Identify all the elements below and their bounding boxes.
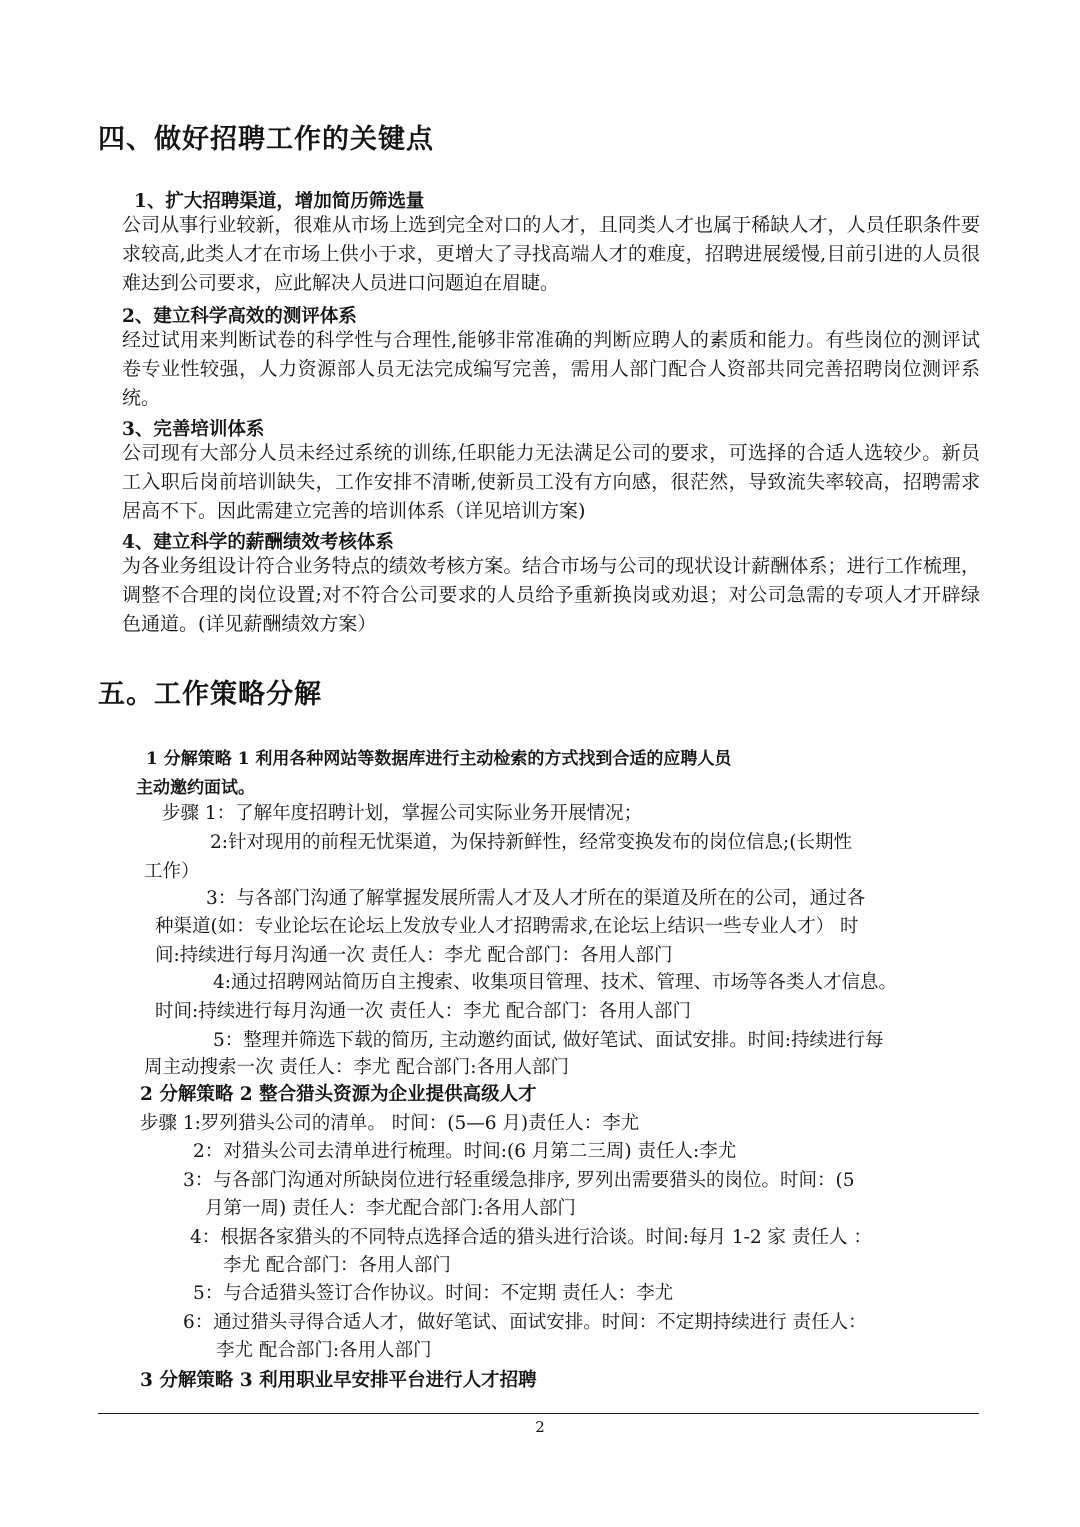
strategy-2-heading: 2 分解策略 2 整合猎头资源为企业提供高级人才 <box>140 1084 537 1105</box>
strategy-1-line: 间:持续进行每月沟通一次 责任人：李尤 配合部门：各用人部门 <box>155 945 673 966</box>
item-2-heading: 2、建立科学高效的测评体系 <box>122 306 357 327</box>
strategy-1-line: 4:通过招聘网站简历自主搜索、收集项目管理、技术、管理、市场等各类人才信息。 <box>213 972 898 993</box>
item-4-heading: 4、建立科学的薪酬绩效考核体系 <box>122 532 394 553</box>
strategy-2-line: 6：通过猎头寻得合适人才，做好笔试、面试安排。时间：不定期持续进行 责任人： <box>183 1312 867 1333</box>
strategy-1-line: 种渠道(如：专业论坛在论坛上发放专业人才招聘需求,在论坛上结识一些专业人才） 时 <box>155 916 859 937</box>
strategy-1-line: 周主动搜索一次 责任人：李尤 配合部门:各用人部门 <box>144 1057 569 1078</box>
section-5-title: 五。工作策略分解 <box>98 679 322 710</box>
strategy-3-heading: 3 分解策略 3 利用职业早安排平台进行人才招聘 <box>140 1370 537 1391</box>
item-3-body: 公司现有大部分人员未经过系统的训练,任职能力无法满足公司的要求，可选择的合适人选较少。新员工入职后岗前培训缺失，工作安排不清晰,使新员工没有方向感，很茫然，导致流失率较高，招聘需求居高不下。因此需建立完善的培训体系（详见培训方案) <box>122 442 980 522</box>
strategy-2-line: 2：对猎头公司去清单进行梳理。时间:(6 月第二三周) 责任人:李尤 <box>193 1141 737 1162</box>
strategy-2-line: 3：与各部门沟通对所缺岗位进行轻重缓急排序, 罗列出需要猎头的岗位。时间：(5 <box>183 1170 855 1191</box>
strategy-1-line: 工作） <box>144 861 200 882</box>
strategy-1-line: 时间:持续进行每月沟通一次 责任人：李尤 配合部门：各用人部门 <box>155 1001 691 1022</box>
item-1-body: 公司从事行业较新，很难从市场上选到完全对口的人才，且同类人才也属于稀缺人才，人员任职条件要求较高,此类人才在市场上供小于求，更增大了寻找高端人才的难度，招聘进展缓慢,目前引进的人员很难达到公司要求，应此解决人员进口问题迫在眉睫。 <box>122 214 980 294</box>
item-3-heading: 3、完善培训体系 <box>122 419 265 440</box>
strategy-2-line: 月第一周) 责任人：李尤配合部门:各用人部门 <box>205 1198 576 1219</box>
item-1-heading: 1、扩大招聘渠道，增加简历筛选量 <box>134 191 425 212</box>
page-number: 2 <box>535 1418 545 1436</box>
strategy-2-line: 李尤 配合部门:各用人部门 <box>216 1340 432 1361</box>
strategy-1-heading-cont: 主动邀约面试。 <box>136 778 255 798</box>
strategy-1-line: 3：与各部门沟通了解掌握发展所需人才及人才所在的渠道及所在的公司，通过各 <box>206 888 866 909</box>
strategy-1-line: 2:针对现用的前程无忧渠道，为保持新鲜性，经常变换发布的岗位信息;(长期性 <box>210 832 852 853</box>
strategy-2-line: 4：根据各家猎头的不同特点选择合适的猎头进行洽谈。时间:每月 1-2 家 责任人 ： <box>190 1227 872 1248</box>
item-2-body: 经过试用来判断试卷的科学性与合理性,能够非常准确的判断应聘人的素质和能力。有些岗位的测评试卷专业性较强，人力资源部人员无法完成编写完善，需用人部门配合人资部共同完善招聘岗位测评系统。 <box>122 329 980 409</box>
strategy-2-line: 步骤 1:罗列猎头公司的清单。 时间：(5—6 月)责任人：李尤 <box>140 1113 640 1134</box>
section-4-title: 四、做好招聘工作的关键点 <box>98 124 434 155</box>
footer-rule <box>98 1413 979 1414</box>
item-4-body: 为各业务组设计符合业务特点的绩效考核方案。结合市场与公司的现状设计薪酬体系；进行工作梳理，调整不合理的岗位设置;对不符合公司要求的人员给予重新换岗或劝退；对公司急需的专项人才开辟绿色通道。(详见薪酬绩效方案） <box>122 555 980 635</box>
strategy-1-heading: 1 分解策略 1 利用各种网站等数据库进行主动检索的方式找到合适的应聘人员 <box>146 749 732 769</box>
strategy-1-line: 5：整理并筛选下载的简历, 主动邀约面试, 做好笔试、面试安排。时间:持续进行每 <box>213 1030 884 1051</box>
strategy-2-line: 5：与合适猎头签订合作协议。时间：不定期 责任人：李尤 <box>193 1283 674 1304</box>
strategy-2-line: 李尤 配合部门：各用人部门 <box>223 1255 451 1276</box>
strategy-1-line: 步骤 1：了解年度招聘计划，掌握公司实际业务开展情况； <box>162 803 643 824</box>
